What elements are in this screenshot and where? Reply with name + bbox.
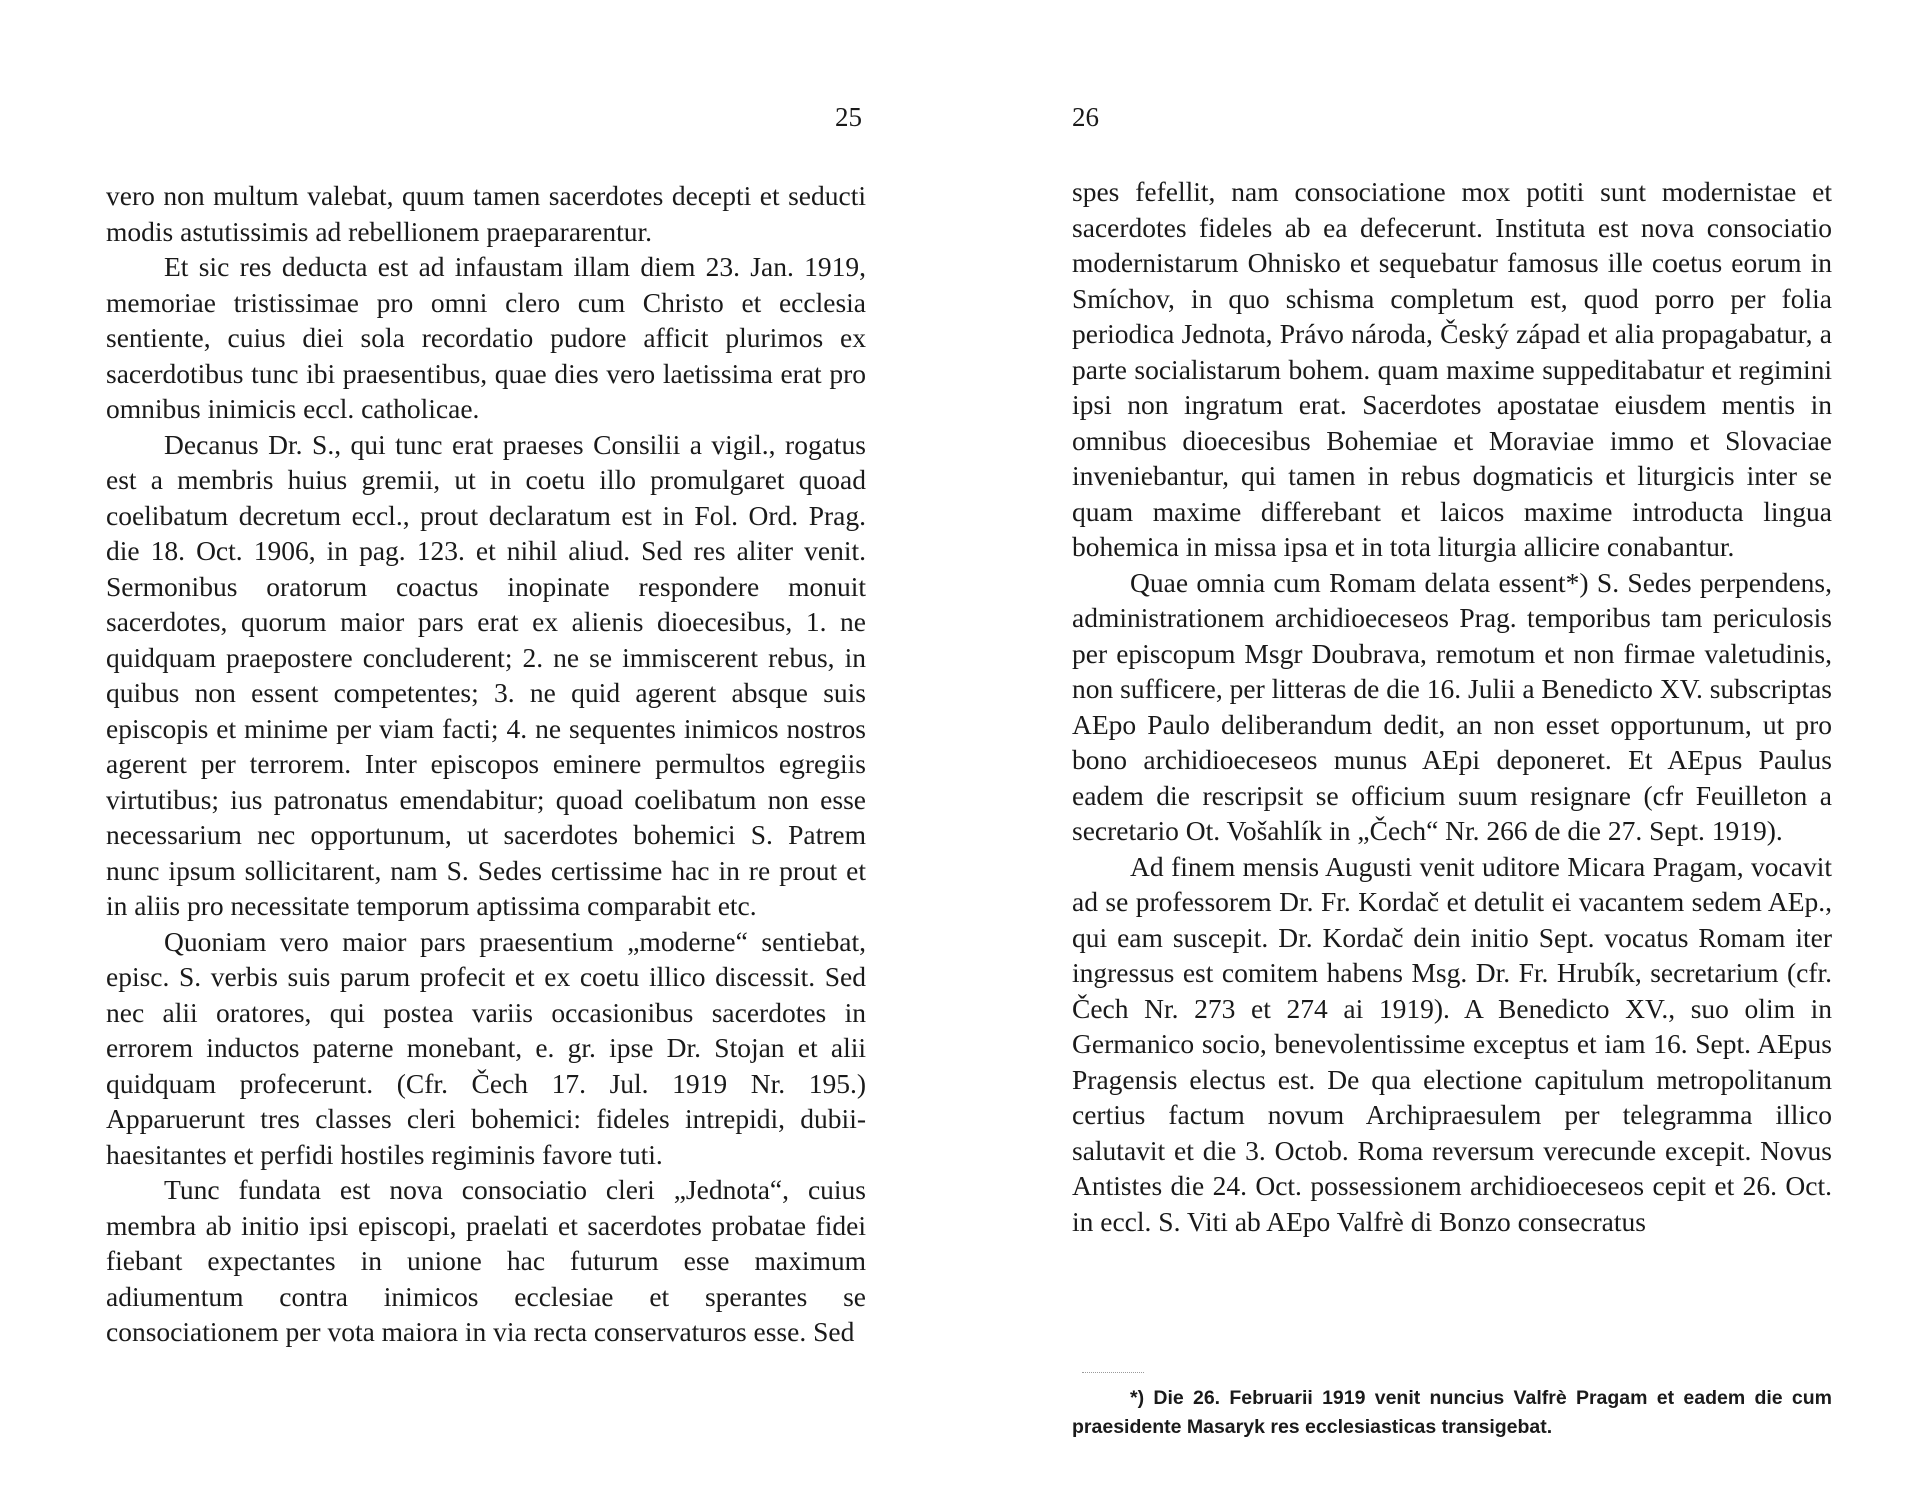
footnote: *) Die 26. Februarii 1919 venit nuncius Valfrè Pragam et eadem die cum praesidente Masaryk res ecclesiasticas transigebat.: [1072, 1387, 1832, 1438]
page-number: 26: [1072, 102, 1099, 132]
page-body: [106, 178, 866, 1350]
paragraph: Tunc fundata est nova consociatio cleri „Jednota“, cuius membra ab initio ipsi episcopi, praelati et sacerdotes probatae fidei fiebant expectantes in unione hac futurum esse maximum adiumentum contra inimicos ecclesiae et sperantes se consociationem per vota maiora in via recta conservaturos esse. Sed: [106, 1174, 866, 1347]
paragraph: Decanus Dr. S., qui tunc erat praeses Consilii a vigil., rogatus est a membris huius gremii, ut in coetu illo promulgaret quoad coelibatum decretum eccl., prout declaratum est in Fol. Ord. Prag. die 18. Oct. 1906, in pag. 123. et nihil aliud. Sed res aliter venit. Sermonibus oratorum coactus inopinate respondere monuit sacerdotes, quorum maior pars erat ex alienis dioecesibus, 1. ne quidquam praepostere concluderent; 2. ne se immiscerent rebus, in quibus non essent competentes; 3. ne quid agerent absque suis episcopis et minime per viam facti; 4. ne sequentes inimicos nostros agerent per terrorem. Inter episcopos eminere permultos egregiis virtutibus; ius patronatus emendabitur; quoad coelibatum non esse necessarium nec opportunum, ut sacerdotes bohemici S. Patrem nunc ipsum sollicitarent, nam S. Sedes certissime hac in re prout et in aliis pro necessitate temporum aptissima comparabit etc.: [106, 428, 866, 921]
footnote-divider: [1082, 1372, 1144, 1373]
page-number: 25: [835, 102, 862, 132]
paragraph: vero non multum valebat, quum tamen sacerdotes decepti et seducti modis astutissimis ad rebellionem praepararentur.: [106, 180, 866, 247]
right-page: [1072, 0, 1832, 1500]
paragraph: Quoniam vero maior pars praesentium „moderne“ sentiebat, episc. S. verbis suis parum profecit et ex coetu illico discessit. Sed nec alii oratores, qui postea variis occasionibus sacerdotes in errorem inductos paterne monebant, e. gr. ipse Dr. Stojan et alii quidquam profecerunt. (Cfr. Čech 17. Jul. 1919 Nr. 195.) Apparuerunt tres classes cleri bohemici: fideles intrepidi, dubii-haesitantes et perfidi hostiles regiminis favore tuti.: [106, 925, 866, 1170]
paragraph: Et sic res deducta est ad infaustam illam diem 23. Jan. 1919, memoriae tristissimae pro omni clero cum Christo et ecclesia sentiente, cuius diei sola recordatio pudore afficit plurimos ex sacerdotibus tunc ibi praesentibus, quae dies vero laetissima erat pro omnibus inimicis eccl. catholicae.: [106, 251, 866, 424]
paragraph: spes fefellit, nam consociatione mox potiti sunt modernistae et sacerdotes fideles ab ea defecerunt. Instituta est nova consociatio modernistarum Ohnisko et sequebatur famosus ille coetus eorum in Smíchov, in quo schisma completum est, quod porro per folia periodica Jednota, Právo národa, Český západ et alia propagabatur, a parte socialistarum bohem. quam maxime suppeditabatur et regimini ipsi non ingratum erat. Sacerdotes apostatae eiusdem mentis in omnibus dioecesibus Bohemiae et Moraviae immo et Slovaciae inveniebantur, qui tamen in rebus dogmaticis et liturgicis inter se quam maxime differebant et laicos maxime introducta lingua bohemica in missa ipsa et in tota liturgia allicire conabantur.: [1072, 176, 1832, 562]
paragraph: Ad finem mensis Augusti venit uditore Micara Pragam, vocavit ad se professorem Dr. Fr. Kordač et detulit ei vacantem sedem AEp., qui eam suscepit. Dr. Kordač dein initio Sept. vocatus Romam iter ingressus est comitem habens Msg. Dr. Fr. Hrubík, secretarium (cfr. Čech Nr. 273 et 274 ai 1919). A Benedicto XV., suo olim in Germanico socio, benevolentissime exceptus et iam 16. Sept. AEpus Pragensis electus est. De qua electione capitulum metropolitanum certius factum novum Archipraesulem per telegramma illico salutavit et die 3. Octob. Roma reversum verecunde excepit. Novus Antistes die 24. Oct. possessionem archidioeceseos cepit et 26. Oct. in eccl. S. Viti ab AEpo Valfrè di Bonzo consecratus: [1072, 850, 1832, 1237]
left-page: [106, 0, 866, 1500]
paragraph: Quae omnia cum Romam delata essent*) S. Sedes perpendens, administrationem archidioeceseos Prag. temporibus tam periculosis per episcopum Msgr Doubrava, remotum et non firmae valetudinis, non sufficere, per litteras de die 16. Julii a Benedicto XV. subscriptas AEpo Paulo deliberandum dedit, an non esset opportunum, ut pro bono archidioeceseos munus AEpi deponeret. Et AEpus Paulus eadem die rescripsit se officium suum resignare (cfr Feuilleton a secretario Ot. Vošahlík in „Čech“ Nr. 266 de die 27. Sept. 1919).: [1072, 566, 1832, 846]
page-body: [1072, 174, 1832, 1239]
